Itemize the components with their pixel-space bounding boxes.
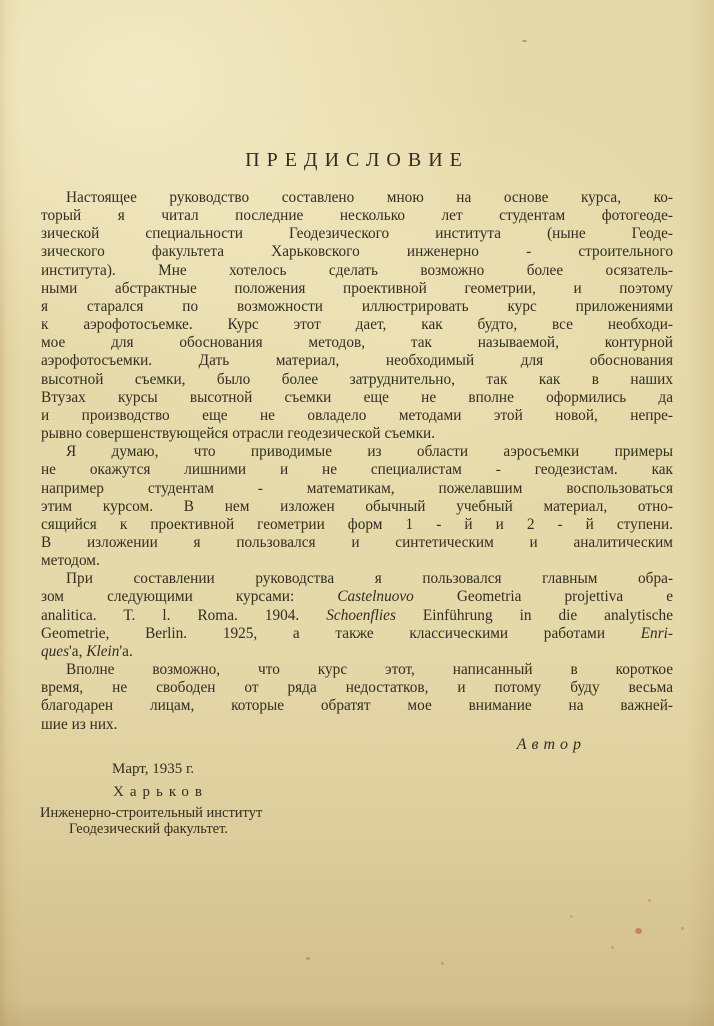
text-line [41, 461, 673, 479]
text-segment: сящийся к проективной геометрии форм 1 - й и 2 - й ступени. [41, 515, 673, 533]
text-segment: я старался по возможности иллюстрировать курс приложениями [41, 297, 673, 315]
text-line [41, 334, 673, 352]
text-line [41, 352, 673, 370]
text-segment: к аэрофотосъемке. Курс этот дает, как будто, все необходи- [41, 316, 673, 334]
text-segment: шие из них. [41, 715, 118, 733]
ink-speck [681, 927, 684, 930]
text-segment: торый я читал последние несколько лет студентам фотогеоде- [41, 207, 673, 225]
text-segment: не окажутся лишними и не специалистам - геодезистам. как [41, 461, 673, 479]
text-segment: Настоящее руководство составлено мною на основе курса, ко- [66, 189, 673, 206]
text-line [41, 697, 673, 715]
text-line [41, 516, 673, 534]
italic-text-segment: Castelnuovo [337, 588, 414, 606]
text-line [41, 607, 673, 625]
text-line [41, 534, 673, 552]
text-segment: 'а, [69, 642, 87, 660]
text-line [41, 661, 673, 679]
text-line [41, 207, 673, 225]
text-line [41, 389, 673, 407]
text-segment: методом. [41, 552, 100, 570]
page-title: ПРЕДИСЛОВИЕ [245, 149, 469, 171]
ink-speck [441, 962, 444, 965]
text-segment: например студентам - математикам, пожелавшим воспользоваться [41, 479, 673, 497]
text-segment: благодарен лицам, которые обратят мое внимание на важней- [41, 697, 673, 715]
text-line [41, 316, 673, 334]
text-segment: 'а. [119, 642, 133, 660]
faculty-line: Геодезический факультет. [69, 821, 228, 837]
text-segment: высотной съемки, было более затруднительно, так как в наших [41, 370, 673, 388]
text-segment: Я думаю, что приводимые из области аэросъемки примеры [66, 443, 673, 461]
text-line [41, 425, 673, 443]
text-line [41, 243, 673, 261]
text-segment: время, не свободен от ряда недостатков, и потому буду весьма [41, 679, 673, 697]
italic-text-segment: Enri- [640, 624, 673, 642]
italic-text-segment: ques [41, 642, 70, 660]
text-line [41, 262, 673, 280]
text-line [41, 443, 673, 461]
italic-text-segment: Schoenflies [326, 606, 396, 624]
ink-speck [306, 957, 310, 960]
text-segment: зической специальности Геодезического института (ныне Геоде- [41, 225, 673, 243]
text-segment: При составлении руководства я пользовался главным обра- [66, 570, 673, 588]
text-segment: ными абстрактные положения проективной геометрии, и поэтому [41, 279, 673, 297]
text-line [41, 280, 673, 298]
preface-body [41, 189, 673, 734]
text-segment: Einführung in die analytische [395, 606, 673, 624]
text-segment: Geometria projettiva e [413, 588, 674, 606]
text-segment: зом следующими курсами: [41, 588, 338, 606]
ink-speck [570, 915, 573, 918]
text-line [41, 588, 673, 606]
author-signature: Автор [516, 736, 586, 753]
ink-speck [522, 40, 527, 42]
text-line [41, 225, 673, 243]
date-line: Март, 1935 г. [112, 761, 195, 777]
text-segment: Вполне возможно, что курс этот, написанный в короткое [66, 661, 673, 679]
text-segment: рывно совершенствующейся отрасли геодезической съемки. [41, 425, 436, 443]
text-line [41, 298, 673, 316]
text-segment: и производство еще не овладело методами этой новой, непре- [41, 406, 673, 424]
text-line [41, 552, 673, 570]
text-segment: этим курсом. В нем изложен обычный учебный материал, отно- [41, 497, 673, 515]
institute-line: Инженерно-строительный институт [40, 805, 263, 821]
text-line [41, 371, 673, 389]
ink-speck [611, 946, 614, 949]
city-line: Харьков [113, 784, 208, 800]
text-line [41, 498, 673, 516]
ink-speck [635, 928, 642, 934]
text-line [41, 407, 673, 425]
text-line [41, 625, 673, 643]
text-line [41, 679, 673, 697]
text-segment: Втузах курсы высотной съемки еще не вполне оформились да [41, 388, 673, 406]
text-segment: зического факультета Харьковского инженерно - строительного [41, 243, 673, 261]
text-line [41, 570, 673, 588]
text-segment: мое для обоснования методов, так называемой, контурной [41, 334, 673, 352]
text-segment: В изложении я пользовался и синтетическим и аналитическим [41, 533, 673, 551]
text-line [41, 480, 673, 498]
ink-speck [648, 899, 651, 902]
text-line [41, 716, 673, 734]
text-line [41, 643, 673, 661]
text-segment: института). Мне хотелось сделать возможно более осязатель- [41, 261, 673, 279]
text-line [41, 189, 673, 207]
italic-text-segment: Klein [86, 642, 120, 660]
text-segment: аэрофотосъемки. Дать материал, необходимый для обоснования [41, 352, 673, 370]
text-segment: Geometrie, Berlin. 1925, а также классическими работами [41, 624, 641, 642]
text-segment: analitica. T. l. Roma. 1904. [41, 606, 327, 624]
